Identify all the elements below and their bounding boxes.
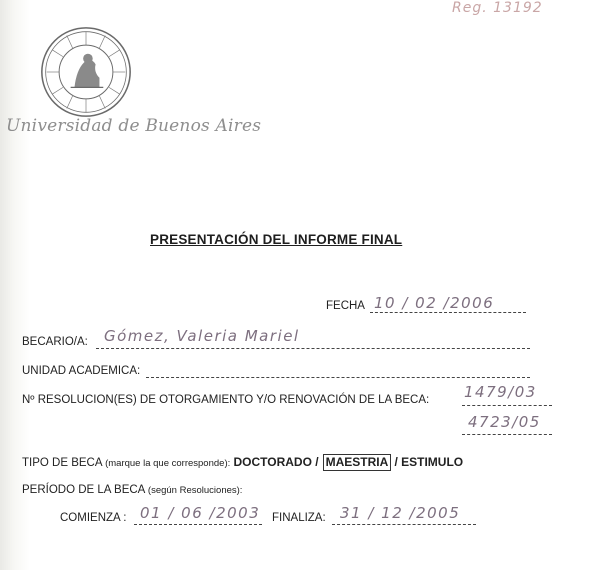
fecha-underline — [370, 312, 526, 313]
finaliza-value: 31 / 12 /2005 — [340, 504, 461, 522]
finaliza-underline — [332, 524, 476, 525]
resolucion-underline-1 — [462, 405, 552, 406]
fecha-value: 10 / 02 /2006 — [374, 294, 495, 312]
university-name: Universidad de Buenos Aires — [6, 116, 262, 136]
resolucion-value-2: 4723/05 — [468, 413, 541, 431]
tipo-beca-row — [22, 454, 463, 471]
becario-underline — [96, 348, 530, 349]
becario-label: BECARIO/A: — [22, 336, 88, 348]
resolucion-underline-2 — [462, 434, 552, 435]
comienza-label: COMIENZA : — [60, 512, 127, 524]
resolucion-value-1: 1479/03 — [464, 383, 537, 401]
tipo-beca-option-maestria: MAESTRIA — [323, 454, 392, 471]
university-seal-icon — [38, 24, 134, 120]
resolucion-label: Nº RESOLUCION(ES) DE OTORGAMIENTO Y/O RENOVACIÓN DE LA BECA: — [22, 394, 430, 406]
comienza-value: 01 / 06 /2003 — [140, 504, 261, 522]
fecha-label: FECHA — [326, 300, 365, 312]
tipo-beca-hint: (marque la que corresponde): — [105, 458, 231, 469]
becario-value: Gómez, Valeria Mariel — [104, 327, 300, 345]
reference-note: Reg. 13192 — [452, 0, 543, 16]
document-title: PRESENTACIÓN DEL INFORME FINAL — [150, 232, 403, 247]
tipo-beca-label: TIPO DE BECA — [22, 457, 102, 469]
unidad-label: UNIDAD ACADEMICA: — [22, 365, 141, 377]
finaliza-label: FINALIZA: — [272, 512, 326, 524]
periodo-hint: (según Resoluciones): — [147, 485, 243, 496]
tipo-beca-option-doctorado: DOCTORADO / — [233, 455, 319, 469]
periodo-label: PERÍODO DE LA BECA — [22, 484, 145, 496]
unidad-underline — [146, 377, 530, 378]
tipo-beca-option-estimulo: / ESTIMULO — [394, 455, 464, 469]
comienza-underline — [134, 524, 262, 525]
periodo-row — [22, 484, 242, 496]
